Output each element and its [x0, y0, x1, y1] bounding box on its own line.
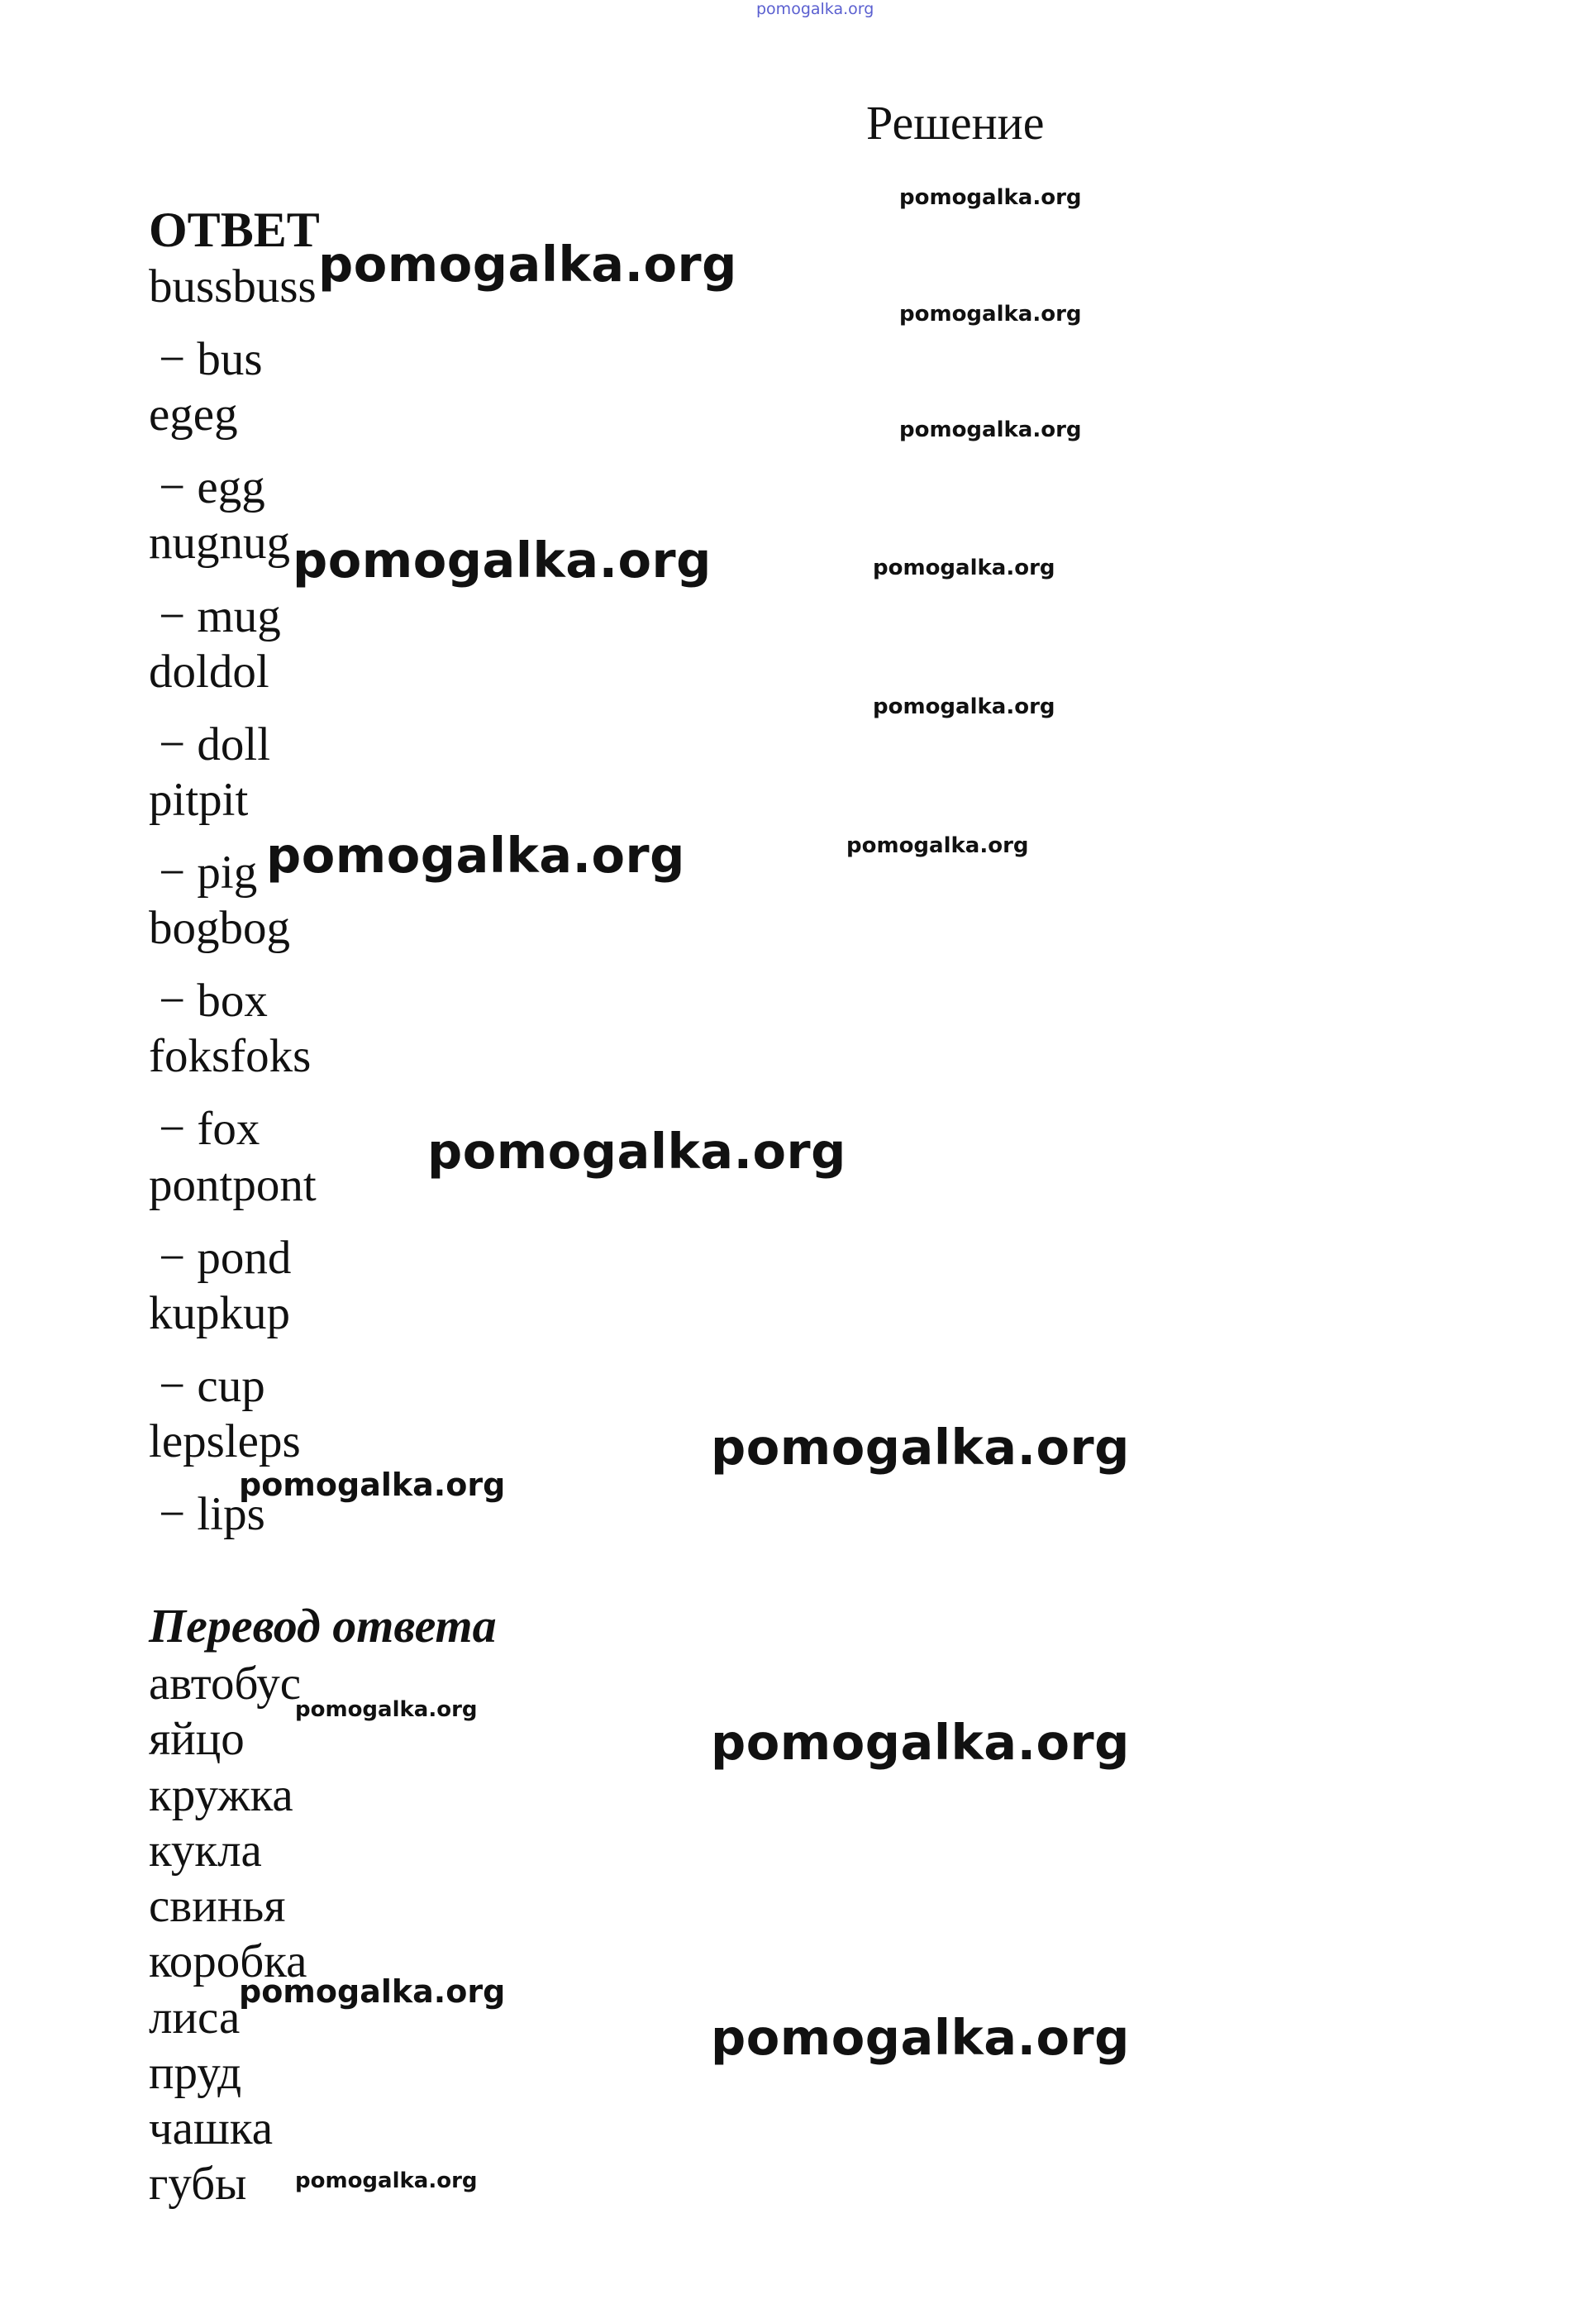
- watermark: pomogalka.org: [427, 1123, 846, 1180]
- answer-transcription: bussbuss: [149, 260, 317, 312]
- answer-word: − lips: [159, 1488, 265, 1540]
- translation-item: коробка: [149, 1935, 307, 1987]
- answer-word: − egg: [159, 461, 265, 513]
- translation-item: лиса: [149, 1992, 241, 2044]
- answer-word: − pond: [159, 1232, 292, 1284]
- answer-transcription: kupkup: [149, 1287, 290, 1339]
- watermark: pomogalka.org: [899, 302, 1082, 327]
- answer-word: − box: [159, 975, 268, 1027]
- translation-item: яйцо: [149, 1713, 245, 1765]
- watermark: pomogalka.org: [846, 833, 1029, 858]
- answer-word: − fox: [159, 1103, 260, 1155]
- watermark: pomogalka.org: [873, 694, 1055, 719]
- watermark: pomogalka.org: [873, 556, 1055, 580]
- watermark: pomogalka.org: [239, 1467, 506, 1503]
- answer-word: − cup: [159, 1360, 265, 1412]
- answer-word: − pig: [159, 847, 258, 899]
- watermark: pomogalka.org: [293, 532, 712, 589]
- watermark: pomogalka.org: [899, 417, 1082, 442]
- watermark: pomogalka.org: [239, 1973, 506, 2010]
- watermark: pomogalka.org: [295, 1697, 478, 1722]
- site-link[interactable]: pomogalka.org: [756, 0, 874, 18]
- translation-item: кукла: [149, 1825, 262, 1877]
- watermark: pomogalka.org: [266, 827, 685, 884]
- answer-transcription: egeg: [149, 389, 238, 441]
- answer-word: − doll: [159, 718, 271, 770]
- watermark: pomogalka.org: [711, 2009, 1130, 2066]
- answer-transcription: nugnug: [149, 517, 290, 569]
- translation-item: кружка: [149, 1769, 293, 1821]
- answer-transcription: lepsleps: [149, 1415, 301, 1467]
- answer-transcription: bogbog: [149, 902, 290, 954]
- watermark: pomogalka.org: [318, 236, 737, 293]
- translation-item: автобус: [149, 1658, 302, 1710]
- translation-item: губы: [149, 2158, 247, 2210]
- translation-title: Перевод ответа: [149, 1599, 497, 1653]
- answer-word: − bus: [159, 333, 263, 385]
- answer-transcription: doldol: [149, 646, 269, 698]
- answer-word: − mug: [159, 590, 281, 642]
- translation-item: чашка: [149, 2102, 273, 2154]
- answer-transcription: foksfoks: [149, 1030, 312, 1082]
- translation-item: свинья: [149, 1880, 286, 1932]
- answer-transcription: pontpont: [149, 1159, 317, 1211]
- watermark: pomogalka.org: [899, 185, 1082, 210]
- answer-title: ОТВЕТ: [149, 203, 320, 257]
- watermark: pomogalka.org: [711, 1419, 1130, 1476]
- answer-transcription: pitpit: [149, 774, 249, 826]
- translation-item: пруд: [149, 2047, 242, 2099]
- watermark: pomogalka.org: [295, 2168, 478, 2193]
- watermark: pomogalka.org: [711, 1714, 1130, 1771]
- page-title: Решение: [866, 96, 1045, 150]
